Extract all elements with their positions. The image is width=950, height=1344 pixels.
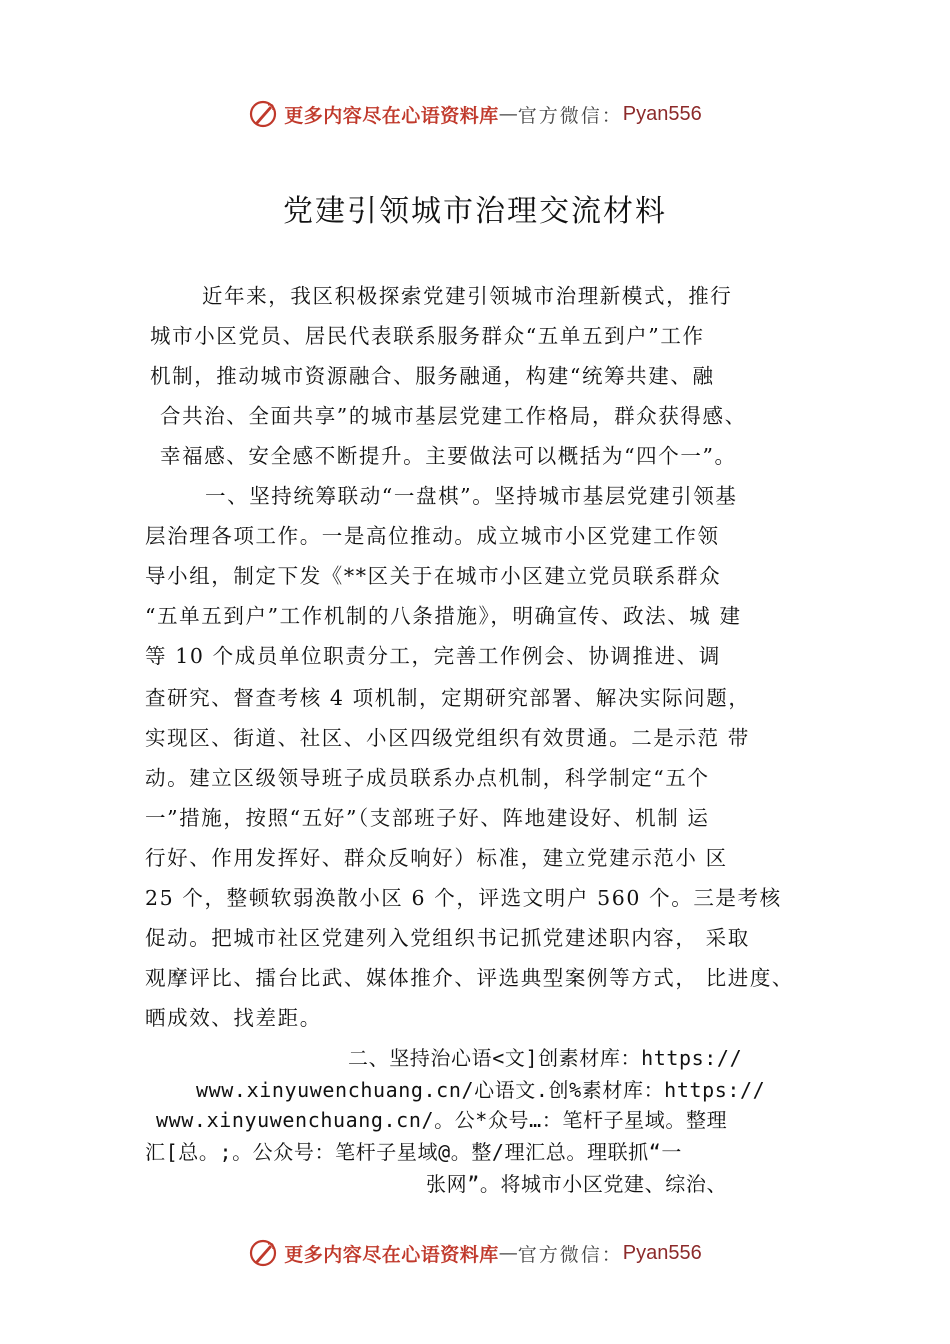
mono-line: 二、坚持治心语<文]创素材库：https:// <box>348 1046 743 1070</box>
body-line: 实现区、街道、社区、小区四级党组织有效贯通。二是示范 带 <box>145 726 750 750</box>
mono-line: www.xinyuwenchuang.cn/。公*众号…：笔杆子星域。整理 <box>156 1108 728 1132</box>
body-line: 层治理各项工作。一是高位推动。成立城市小区党建工作领 <box>145 524 720 548</box>
mono-line: 汇[总。;。公众号：笔杆子星域@。整/理汇总。理联抓“一 <box>145 1140 683 1164</box>
body-line: 幸福感、安全感不断提升。主要做法可以概括为“四个一”。 <box>160 444 737 468</box>
body-line: 行好、作用发挥好、群众反响好）标准，建立党建示范小 区 <box>145 846 728 870</box>
quill-logo-icon <box>248 1238 278 1268</box>
quill-logo-icon <box>248 99 278 129</box>
body-line: 查研究、督查考核 4 项机制，定期研究部署、解决实际问题， <box>145 686 751 710</box>
header-banner <box>0 94 950 134</box>
body-line: 25 个，整顿软弱涣散小区 6 个，评选文明户 560 个。三是考核 <box>145 886 782 910</box>
body-line: 促动。把城市社区党建列入党组织书记抓党建述职内容， 采取 <box>145 926 750 950</box>
body-line: 等 10 个成员单位职责分工，完善工作例会、协调推进、调 <box>145 644 721 668</box>
body-line: 观摩评比、擂台比武、媒体推介、评选典型案例等方式， 比进度、 <box>145 966 795 990</box>
banner-wechat-label: 官方微信： <box>517 1243 623 1266</box>
body-line: 城市小区党员、居民代表联系服务群众“五单五到户”工作 <box>150 324 705 348</box>
body-line: 近年来，我区积极探索党建引领城市治理新模式，推行 <box>202 284 733 308</box>
banner-separator: — <box>498 103 518 125</box>
body-line: “五单五到户”工作机制的八条措施》，明确宣传、政法、城 建 <box>145 604 742 628</box>
banner-wechat-label: 官方微信： <box>517 104 623 127</box>
mono-line: 张网”。将城市小区党建、综治、 <box>426 1172 728 1196</box>
body-line: 机制，推动城市资源融合、服务融通，构建“统筹共建、融 <box>150 364 715 388</box>
body-line: 晒成效、找差距。 <box>145 1006 322 1030</box>
body-line: 合共治、全面共享”的城市基层党建工作格局，群众获得感、 <box>160 404 747 428</box>
banner-wechat-id: Pyan556 <box>622 1241 702 1264</box>
body-line: 一、坚持统筹联动“一盘棋”。坚持城市基层党建引领基 <box>205 484 738 508</box>
banner-wechat-id: Pyan556 <box>622 102 702 125</box>
banner-separator: — <box>498 1242 518 1264</box>
banner-brand: 更多内容尽在心语资料库 <box>284 104 499 127</box>
footer-banner <box>0 1233 950 1273</box>
banner-brand: 更多内容尽在心语资料库 <box>284 1243 499 1266</box>
document-title: 党建引领城市治理交流材料 <box>283 194 667 229</box>
body-line: 一”措施，按照“五好”（支部班子好、阵地建设好、机制 运 <box>145 806 710 830</box>
mono-line: www.xinyuwenchuang.cn/心语文.创%素材库：https:// <box>196 1078 766 1102</box>
body-line: 导小组，制定下发《**区关于在城市小区建立党员联系群众 <box>145 564 722 588</box>
body-line: 动。建立区级领导班子成员联系办点机制，科学制定“五个 <box>145 766 710 790</box>
